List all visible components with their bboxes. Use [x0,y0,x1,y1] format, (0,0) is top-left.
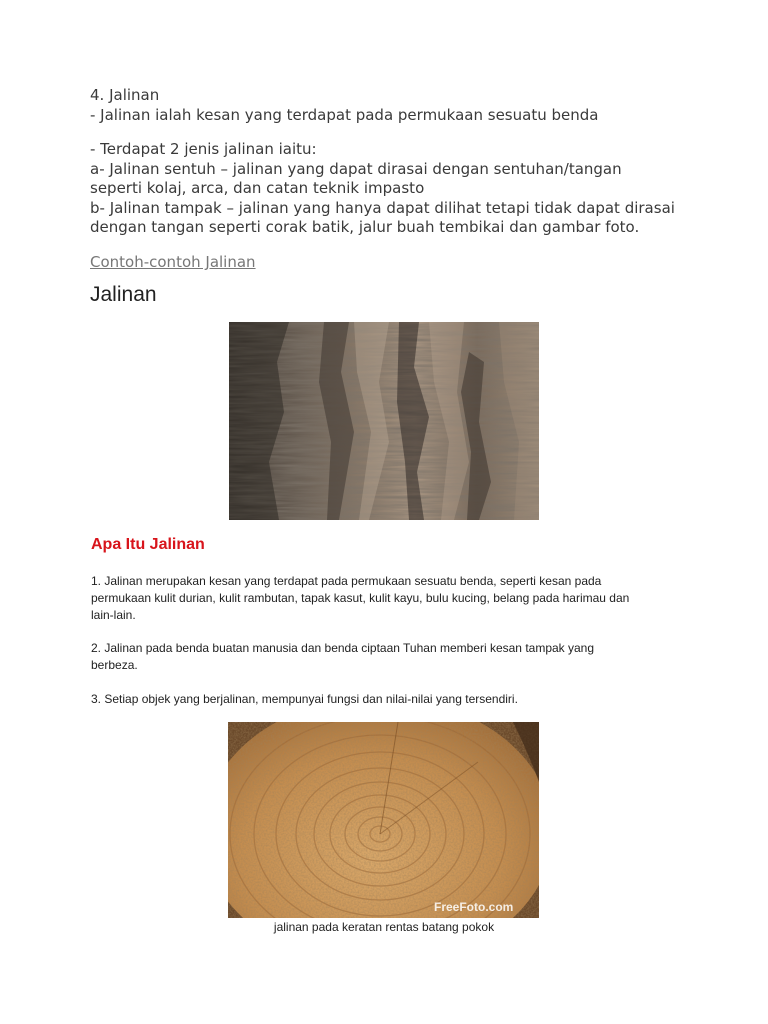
paragraph-line: lain-lain. [91,608,136,622]
paragraph-line: 2. Jalinan pada benda buatan manusia dan benda ciptaan Tuhan memberi kesan tampak yang [91,641,595,655]
article-title: Apa Itu Jalinan [91,536,205,553]
notes-line: dengan tangan seperti corak batik, jalur buah tembikai dan gambar foto. [90,218,640,236]
notes-line: 4. Jalinan [90,86,160,104]
paragraph-line: permukaan kulit durian, kulit rambutan, tapak kasut, kulit kayu, bulu kucing, belang pada harimau dan [91,591,630,605]
paragraph-3 [91,691,691,708]
watermark-text: FreeFoto.com [434,900,514,914]
paragraph-line: 1. Jalinan merupakan kesan yang terdapat pada permukaan sesuatu benda, seperti kesan pada [91,574,602,588]
contoh-jalinan-link[interactable]: Contoh-contoh Jalinan [90,253,256,271]
notes-line: - Terdapat 2 jenis jalinan iaitu: [90,140,317,158]
tree-bark-image [229,322,539,520]
notes-line: b- Jalinan tampak – jalinan yang hanya dapat dilihat tetapi tidak dapat dirasai [90,198,675,217]
paragraph-1 [91,573,691,624]
paragraph-2 [91,640,691,674]
paragraph-line: 3. Setiap objek yang berjalinan, mempunyai fungsi dan nilai-nilai yang tersendiri. [91,692,518,706]
jalinan-notes [90,86,690,238]
notes-line: seperti kolaj, arca, dan catan teknik impasto [90,179,425,197]
paragraph-line: berbeza. [91,658,138,672]
page-heading: Jalinan [90,283,157,306]
notes-line: - Jalinan ialah kesan yang terdapat pada permukaan sesuatu benda [90,105,599,124]
notes-line: a- Jalinan sentuh – jalinan yang dapat dirasai dengan sentuhan/tangan [90,159,622,178]
tree-cross-section-image [228,722,539,918]
image-caption: jalinan pada keratan rentas batang pokok [273,920,495,934]
